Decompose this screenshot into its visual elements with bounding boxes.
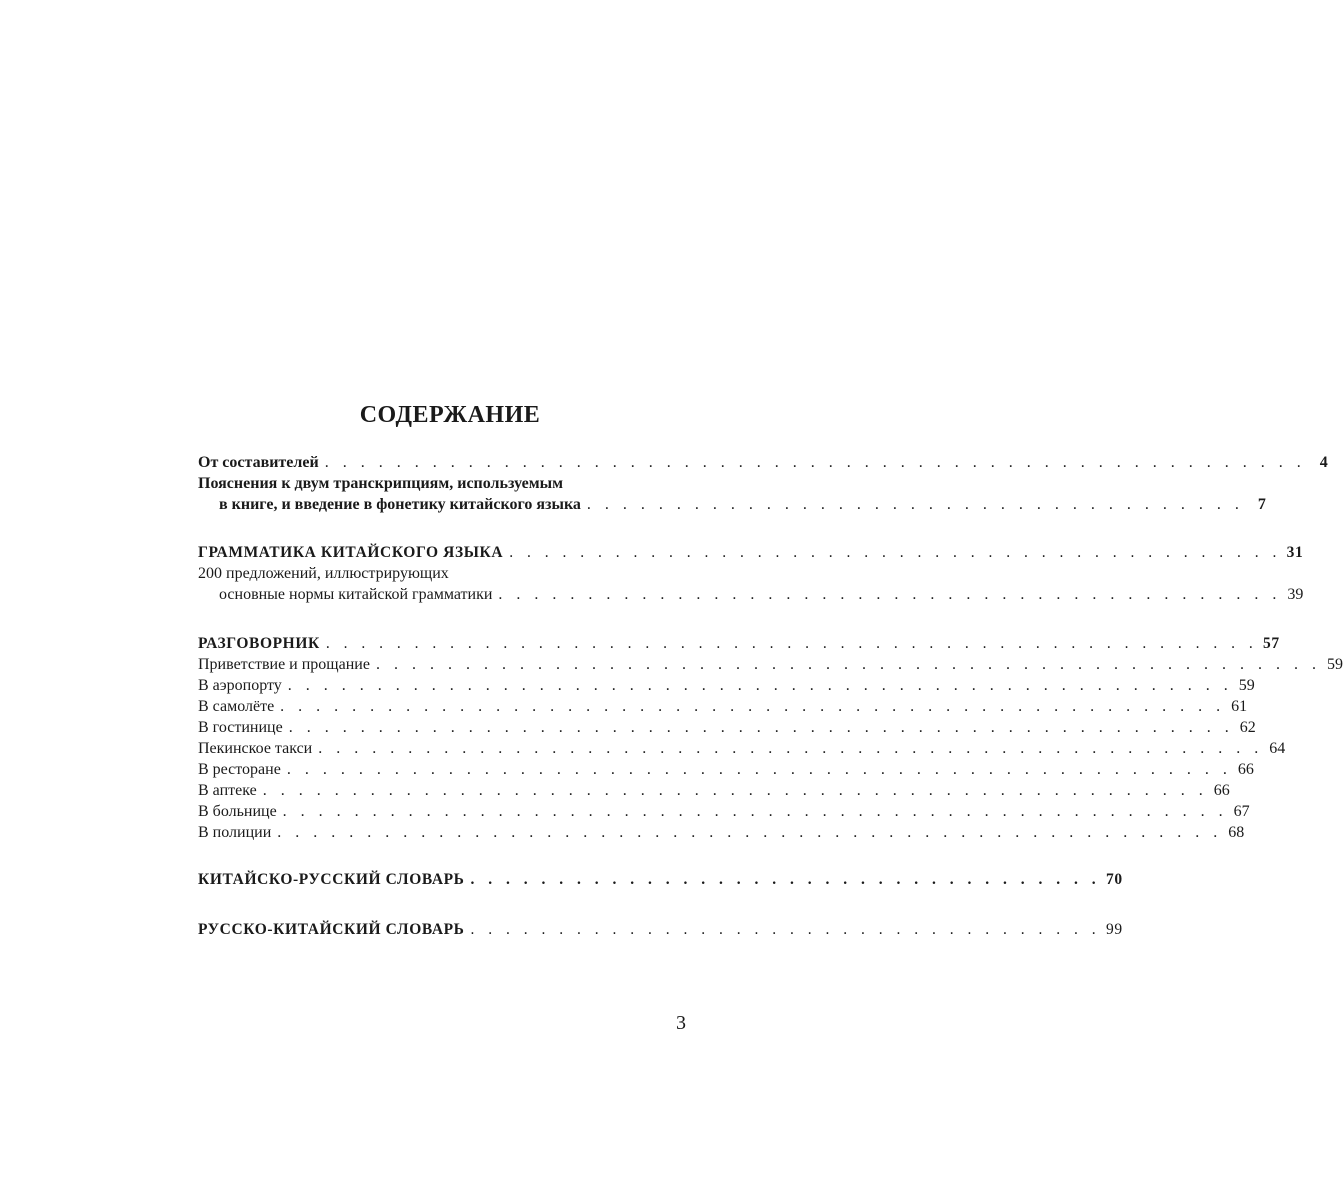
toc-entry[interactable] [198,452,1328,473]
dot-leader: . . . . . . . . . . . . . . . . . . . . . . . . . . . . . . . . . . . . . . . . . . . . . . . . . . . . . [282,803,1228,820]
dot-leader: . . . . . . . . . . . . . . . . . . . . . . . . . . . . . . . . . . . . . [586,496,1244,513]
toc-page-number: 31 [1286,544,1304,561]
toc-page-number: 59 [1238,677,1255,694]
toc-page-number: 59 [1326,656,1343,673]
dot-leader: . . . . . . . . . . . . . . . . . . . . . . . . . . . . . . . . . . . . [470,871,1101,888]
toc-entry-title: основные нормы китайской грамматики [219,586,493,603]
toc-entry[interactable] [198,801,1250,822]
toc-page-number: 66 [1213,782,1230,799]
toc-entry-title: В аптеке [198,782,257,799]
toc-entry-title: В самолёте [198,698,275,715]
toc-entry-title: В полиции [198,824,272,841]
toc-entry-title: От составителей [198,454,319,471]
toc-entry[interactable] [198,738,1286,759]
toc-entry[interactable] [198,780,1230,801]
toc-entry-title: В гостинице [198,719,283,736]
toc-entry-title: В ресторане [198,761,281,778]
toc-entry-title: ГРАММАТИКА КИТАЙСКОГО ЯЗЫКА [198,544,504,561]
page-number: 3 [676,1012,686,1034]
toc-page-number: 66 [1237,761,1254,778]
section-spacer [198,892,686,918]
toc-page-number: 4 [1319,454,1328,471]
page-title: СОДЕРЖАНИЕ [359,402,541,428]
dot-leader: . . . . . . . . . . . . . . . . . . . . . . . . . . . . . . . . . . . . . . . . . . . . . . . . . . . . . [318,740,1264,757]
section-spacer [198,605,686,633]
toc-entry[interactable] [198,654,1343,675]
toc-entry-title: В аэропорту [198,677,282,694]
toc-entry-title: 200 предложений, иллюстрирующих [198,565,449,582]
toc-page-number: 67 [1233,803,1250,820]
dot-leader: . . . . . . . . . . . . . . . . . . . . . . . . . . . . . . . . . . . . . . . . . . . . . . . . . . . . . [262,782,1208,799]
toc-section-heading[interactable] [198,542,1304,563]
toc-page-number: 64 [1269,740,1286,757]
dot-leader: . . . . . . . . . . . . . . . . . . . . . . . . . . . . . . . . . . . . . . . . . . . . . . . . . . . . . [375,656,1321,673]
toc-entry-title: КИТАЙСКО-РУССКИЙ СЛОВАРЬ [198,871,465,888]
toc-page-number: 61 [1231,698,1248,715]
toc-entry-title: РУССКО-КИТАЙСКИЙ СЛОВАРЬ [198,921,465,938]
toc-entry[interactable] [198,822,1245,843]
toc-page-number: 99 [1105,921,1123,938]
section-spacer [198,515,686,542]
toc-page-number: 57 [1263,635,1280,652]
dot-leader: . . . . . . . . . . . . . . . . . . . . . . . . . . . . . . . . . . . . . . . . . . . . . . . . . . . . . [280,698,1226,715]
toc-entry-title: Приветствие и прощание [198,656,370,673]
dot-leader: . . . . . . . . . . . . . . . . . . . . . . . . . . . . . . . . . . . . . . . . . . . . [498,586,1282,603]
toc-entry-title: в книге, и введение в фонетику китайского языка [219,496,581,513]
section-spacer [198,843,686,868]
dot-leader: . . . . . . . . . . . . . . . . . . . . . . . . . . . . . . . . . . . . . . . . . . . . . . . . . . . . . [277,824,1223,841]
toc-page-number: 39 [1287,586,1304,603]
toc-entry-continuation[interactable] [198,494,1266,515]
toc-entry-title: Пояснения к двум транскрипциям, используемым [198,475,563,492]
toc-section-heading[interactable] [198,918,1123,942]
toc-entry[interactable] [198,759,1254,780]
toc-page-number: 7 [1257,496,1266,513]
dot-leader: . . . . . . . . . . . . . . . . . . . . . . . . . . . . . . . . . . . . . . . . . . . . . . . . . . . . . [287,677,1233,694]
dot-leader: . . . . . . . . . . . . . . . . . . . . . . . . . . . . . . . . . . . . . . . . . . . . [509,544,1282,561]
dot-leader: . . . . . . . . . . . . . . . . . . . . . . . . . . . . . . . . . . . . . . . . . . . . . . . . . . . . . [288,719,1234,736]
table-of-contents [198,452,1343,942]
toc-entry-title: Пекинское такси [198,740,313,757]
dot-leader: . . . . . . . . . . . . . . . . . . . . . . . . . . . . . . . . . . . . . . . . . . . . . . . . . . . . . [325,635,1258,652]
toc-entry[interactable] [198,696,1248,717]
toc-page-number: 70 [1105,871,1123,888]
toc-page-number: 62 [1239,719,1256,736]
dot-leader: . . . . . . . . . . . . . . . . . . . . . . . . . . . . . . . . . . . . . . . . . . . . . . . . . . . . . . . [324,454,1306,471]
toc-entry-title: В больнице [198,803,277,820]
toc-entry[interactable] [198,473,686,494]
toc-entry[interactable] [198,563,686,584]
toc-section-heading[interactable] [198,633,1280,654]
toc-page-number: 68 [1228,824,1245,841]
dot-leader: . . . . . . . . . . . . . . . . . . . . . . . . . . . . . . . . . . . . [470,921,1101,938]
dot-leader: . . . . . . . . . . . . . . . . . . . . . . . . . . . . . . . . . . . . . . . . . . . . . . . . . . . . . [286,761,1232,778]
toc-entry[interactable] [198,675,1255,696]
toc-entry-title: РАЗГОВОРНИК [198,635,320,652]
toc-entry[interactable] [198,717,1256,738]
toc-section-heading[interactable] [198,868,1123,892]
toc-entry-continuation[interactable] [198,584,1304,605]
